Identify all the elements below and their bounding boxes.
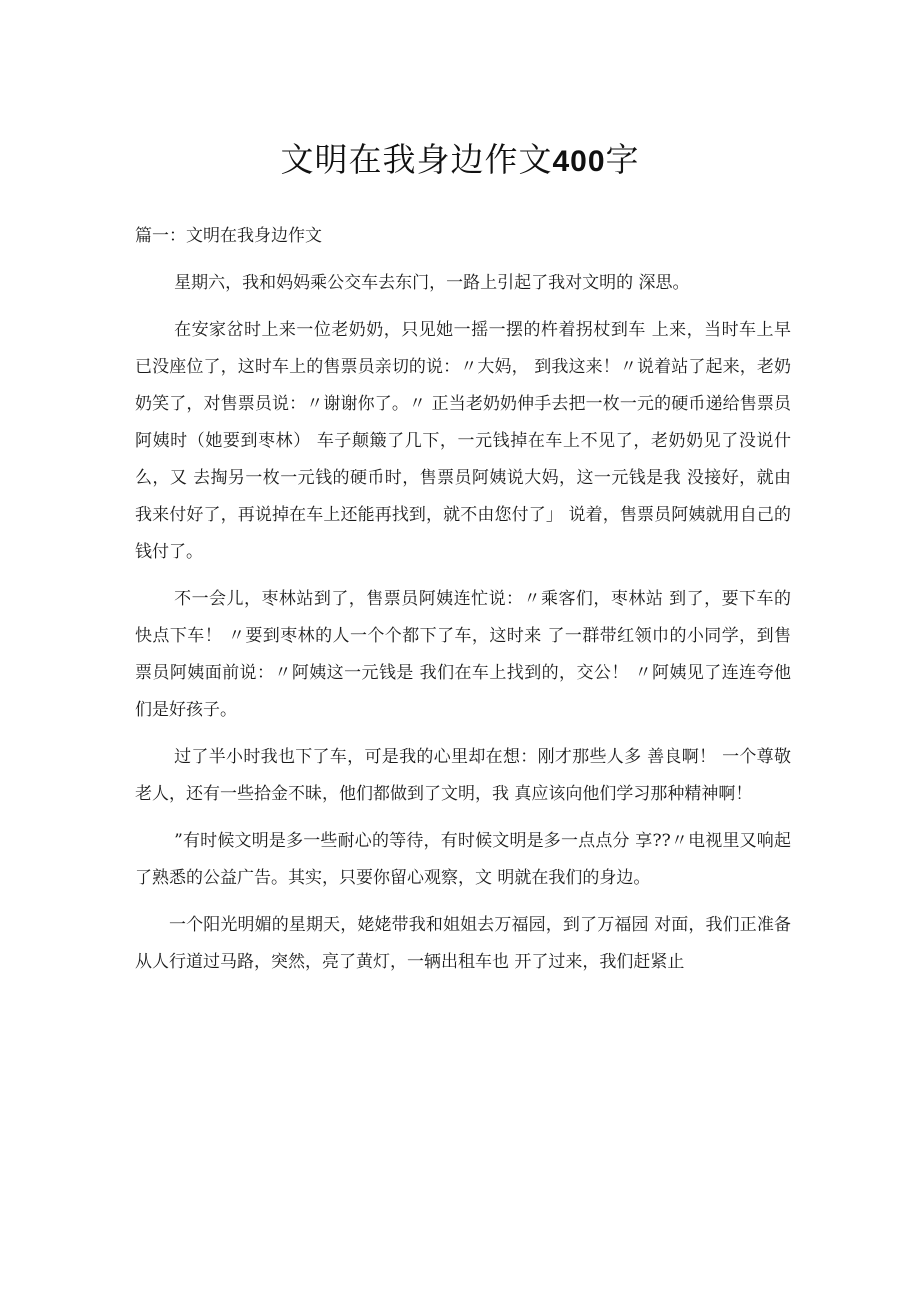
paragraph-5: ”有时候文明是多一些耐心的等待，有时候文明是多一点点分 享??〃电视里又响起了熟悉的公益广告。其实，只要你留心观察，文 明就在我们的身边。: [135, 831, 791, 888]
paragraph-4: 过了半小时我也下了车，可是我的心里却在想：刚才那些人多 善良啊！ 一个尊敬老人，还有一些拾金不昧，他们都做到了文明，我 真应该向他们学习那种精神啊！: [135, 747, 791, 804]
paragraph-6: 一个阳光明媚的星期天，姥姥带我和姐姐去万福园，到了万福园 对面，我们正准备从人行道过马路，突然，亮了黄灯，一辆出租车也 开了过来，我们赶紧止: [135, 915, 791, 972]
title-suffix: 字: [605, 140, 640, 179]
paragraph-2: 在安家岔时上来一位老奶奶，只见她一摇一摆的杵着拐杖到车 上来，当时车上早已没座位了，这时车上的售票员亲切的说：〃大妈， 到我这来！〃说着站了起来，老奶奶笑了，对售票员说：〃谢谢你了。〃 正当老奶奶伸手去把一枚一元的硬币递给售票员阿姨时（她要到枣林） 车子颠簸了几下，一元钱掉在车上不见了，老奶奶见了没说什么，又 去掏另一枚一元钱的硬币时，售票员阿姨说大妈，这一元钱是我 没接好，就由我来付好了，再说掉在车上还能再找到，就不由您付了」 说着，售票员阿姨就用自己的钱付了。: [135, 320, 791, 562]
section-heading: 篇一：文明在我身边作文: [135, 226, 322, 246]
document-title: [0, 138, 920, 184]
title-text: 文明在我身边作文: [280, 140, 553, 179]
title-number: 400: [552, 145, 606, 178]
paragraph-1: 星期六，我和妈妈乘公交车去东门，一路上引起了我对文明的 深思。: [174, 273, 690, 293]
document-body: [135, 218, 791, 991]
paragraph-3: 不一会儿，枣林站到了，售票员阿姨连忙说：〃乘客们，枣林站 到了，要下车的快点下车！ 〃要到枣林的人一个个都下了车，这时来 了一群带红领巾的小同学，到售票员阿姨面前说：〃阿姨这一元钱是 我们在车上找到的，交公！ 〃阿姨见了连连夸他们是好孩子。: [135, 589, 791, 720]
